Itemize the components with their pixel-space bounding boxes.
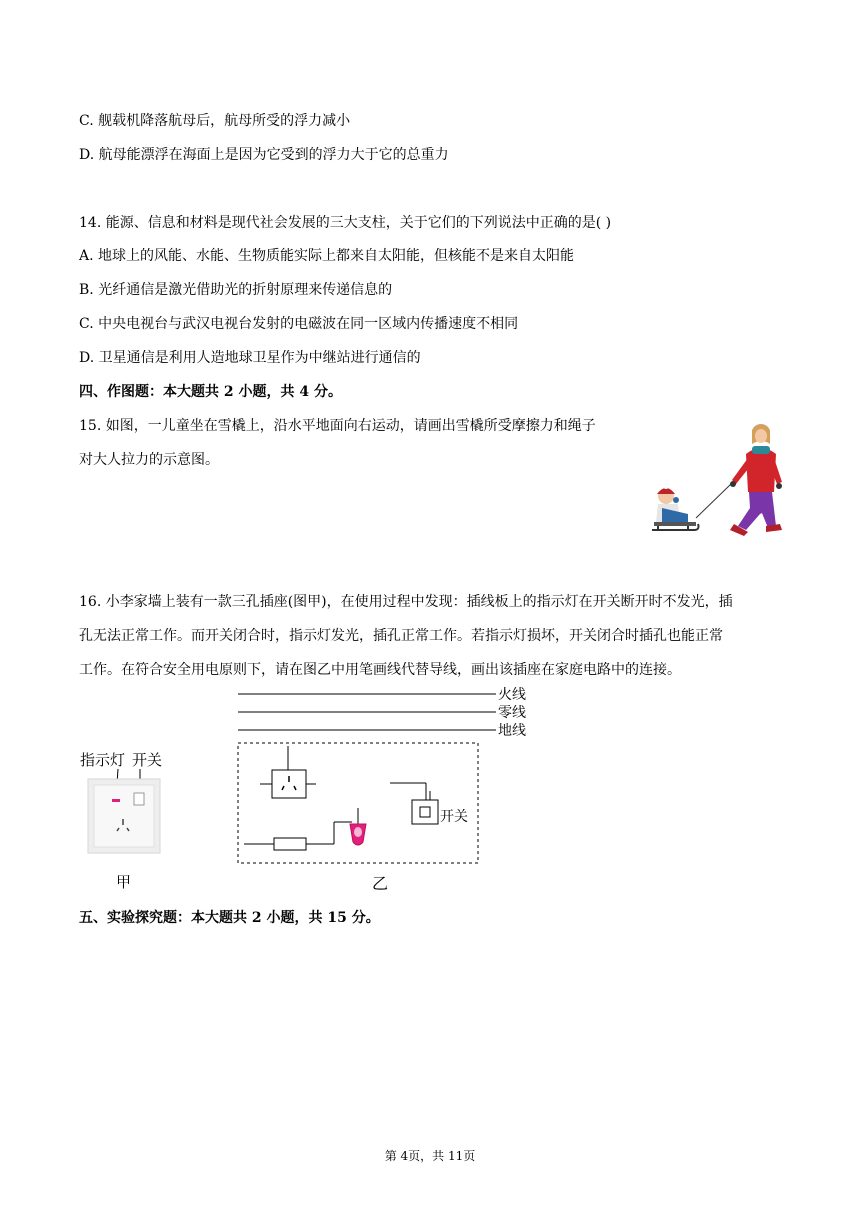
section5-heading: 五、实验探究题：本大题共 2 小题，共 15 分。 <box>79 910 380 926</box>
q15-line2: 对大人拉力的示意图。 <box>79 452 219 468</box>
q15-line1: 15. 如图，一儿童坐在雪橇上，沿水平地面向右运动，请画出雪橇所受摩擦力和绳子 <box>79 418 596 434</box>
section4-heading: 四、作图题：本大题共 2 小题，共 4 分。 <box>79 384 342 400</box>
indicator-label: 指示灯 <box>80 751 126 769</box>
q14-option-a: A. 地球上的风能、水能、生物质能实际上都来自太阳能，但核能不是来自太阳能 <box>79 248 575 264</box>
q14-stem: 14. 能源、信息和材料是现代社会发展的三大支柱，关于它们的下列说法中正确的是( ) <box>79 215 612 231</box>
q16-line3: 工作。在符合安全用电原则下，请在图乙中用笔画线代替导线，画出该插座在家庭电路中的连接。 <box>79 662 681 678</box>
live-wire-label: 火线 <box>498 687 526 703</box>
switch-label-jia: 开关 <box>132 751 163 769</box>
indicator-light-icon <box>112 799 120 802</box>
caption-jia: 甲 <box>116 873 132 891</box>
sled-illustration <box>648 418 788 542</box>
q13-option-c: C. 舰载机降落航母后，航母所受的浮力减小 <box>79 113 351 129</box>
neutral-wire-label: 零线 <box>498 705 526 721</box>
figure-jia <box>76 745 176 895</box>
q14-option-d: D. 卫星通信是利用人造地球卫星作为中继站进行通信的 <box>79 350 421 366</box>
switch-label-yi: 开关 <box>440 809 468 825</box>
three-hole-socket-icon <box>272 770 306 798</box>
resistor-icon <box>274 838 306 850</box>
ground-wire-label: 地线 <box>498 723 526 739</box>
q14-option-b: B. 光纤通信是激光借助光的折射原理来传递信息的 <box>79 282 393 298</box>
q16-line1: 16. 小李家墙上装有一款三孔插座(图甲)，在使用过程中发现：插线板上的指示灯在开关断开时不发光，插 <box>79 594 733 610</box>
switch-icon <box>134 793 144 805</box>
caption-yi: 乙 <box>372 874 389 893</box>
q16-line2: 孔无法正常工作。而开关闭合时，指示灯发光，插孔正常工作。若指示灯损坏，开关闭合时插孔也能正常 <box>79 628 723 644</box>
q13-option-d: D. 航母能漂浮在海面上是因为它受到的浮力大于它的总重力 <box>79 147 449 163</box>
q14-option-c: C. 中央电视台与武汉电视台发射的电磁波在同一区域内传播速度不相同 <box>79 316 519 332</box>
figure-yi <box>230 680 540 896</box>
page-footer: 第 4页，共 11页 <box>384 1149 476 1163</box>
